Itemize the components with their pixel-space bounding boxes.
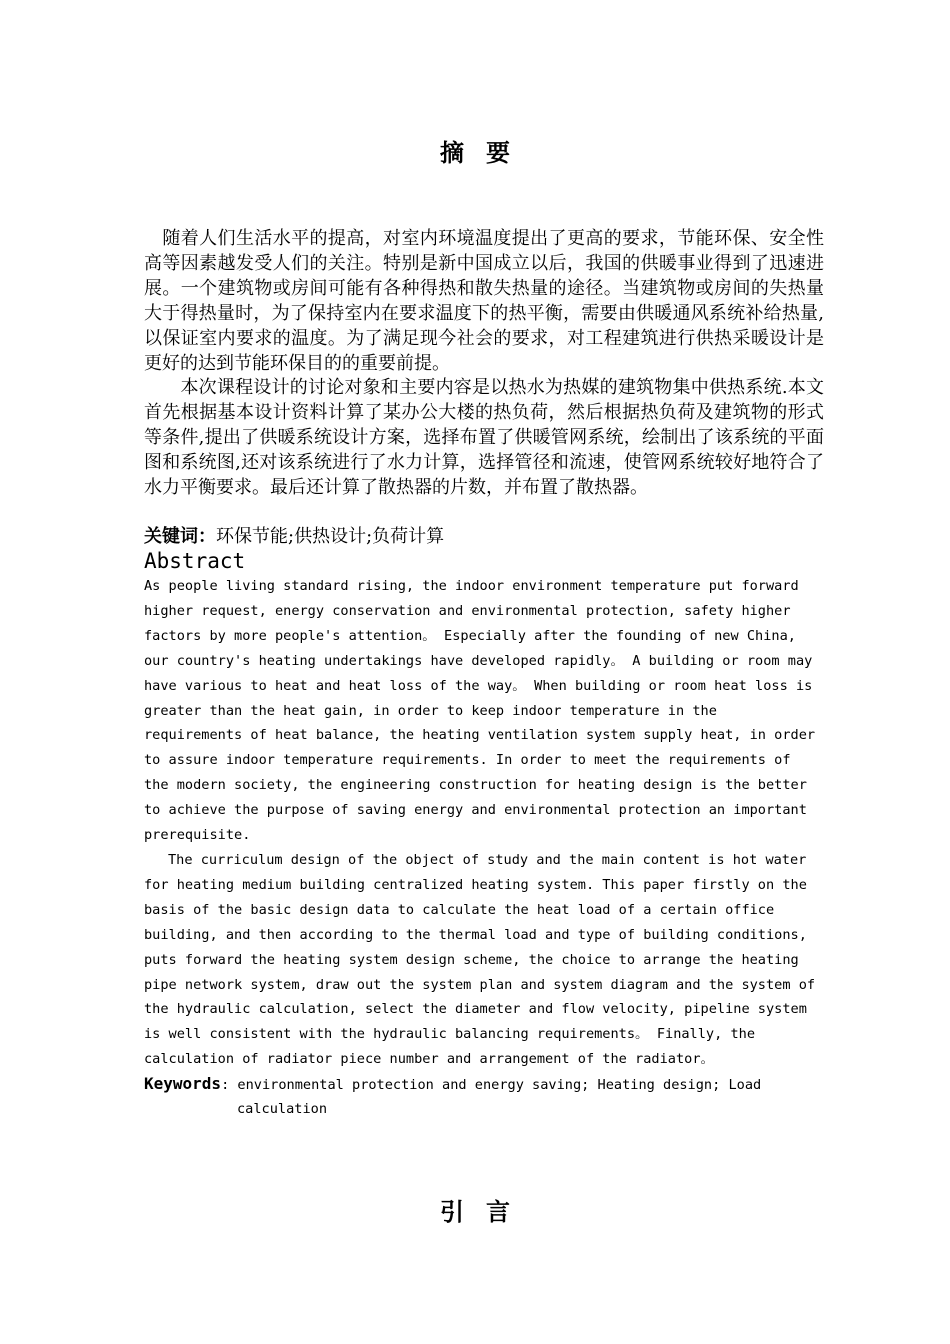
abstract-en-heading: Abstract [144,549,246,573]
introduction-heading: 引言 [440,1197,532,1226]
abstract-cn-heading: 摘要 [440,138,532,167]
abstract-en-paragraph-2 [144,848,819,1072]
keywords-en-line-1: : environmental protection and energy saving; Heating design; Load [221,1077,762,1093]
keywords-en-line-2: calculation [237,1101,328,1117]
keywords-cn-label: 关键词： [144,526,216,547]
abstract-cn-paragraph-1-text: 随着人们生活水平的提高，对室内环境温度提出了更高的要求，节能环保、安全性高等因素越发受人们的关注。特别是新中国成立以后，我国的供暖事业得到了迅速进展。一个建筑物或房间可能有各种得热和散失热量的途径。当建筑物或房间的失热量大于得热量时，为了保持室内在要求温度下的热平衡，需要由供暖通风系统补给热量,以保证室内要求的温度。为了满足现今社会的要求，对工程建筑进行供热采暖设计是更好的达到节能环保目的的重要前提。 [144,228,824,374]
keywords-en-label: Keywords [144,1074,222,1093]
abstract-cn-keywords [144,524,444,549]
abstract-cn-paragraph-1 [144,226,824,376]
abstract-en-paragraph-1: As people living standard rising, the indoor environment temperature put forward higher request, energy conservation and environmental protection, safety higher factors by more people's attention。 Especially after the founding of new China, our country's heating undertakings have developed rapidly。 A building or room may have various to heat and heat loss of the way。 When building or room heat loss is greater than the heat gain, in order to keep indoor temperature in the requirements of heat balance, the heating ventilation system supply heat, in order to assure indoor temperature requirements. In order to meet the requirements of the modern society, the engineering construction for heating design is the better to achieve the purpose of saving energy and environmental protection an important prerequisite. [144,578,816,844]
abstract-cn-paragraph-2-text: 本次课程设计的讨论对象和主要内容是以热水为热媒的建筑物集中供热系统.本文首先根据基本设计资料计算了某办公大楼的热负荷，然后根据热负荷及建筑物的形式等条件,提出了供暖系统设计方案，选择布置了供暖管网系统，绘制出了该系统的平面图和系统图,还对该系统进行了水力计算，选择管径和流速，使管网系统较好地符合了水力平衡要求。最后还计算了散热器的片数，并布置了散热器。 [144,377,825,498]
abstract-cn-paragraph-2 [144,375,824,500]
keywords-cn-value: 环保节能;供热设计;负荷计算 [216,526,445,547]
abstract-en-paragraph-2-text: The curriculum design of the object of study and the main content is hot water for heating medium building centralized heating system. This paper firstly on the basis of the basic design data to calculate the heat load of a certain office building, and then according to the thermal load and type of building conditions, puts forward the heating system design scheme, the choice to arrange the heating pipe network system, draw out the system plan and system diagram and the system of the hydraulic calculation, select the diameter and flow velocity, pipeline system is well consistent with the hydraulic balancing requirements。 Finally, the calculation of radiator piece number and arrangement of the radiator。 [144,852,816,1068]
abstract-en-keywords [144,1072,824,1121]
